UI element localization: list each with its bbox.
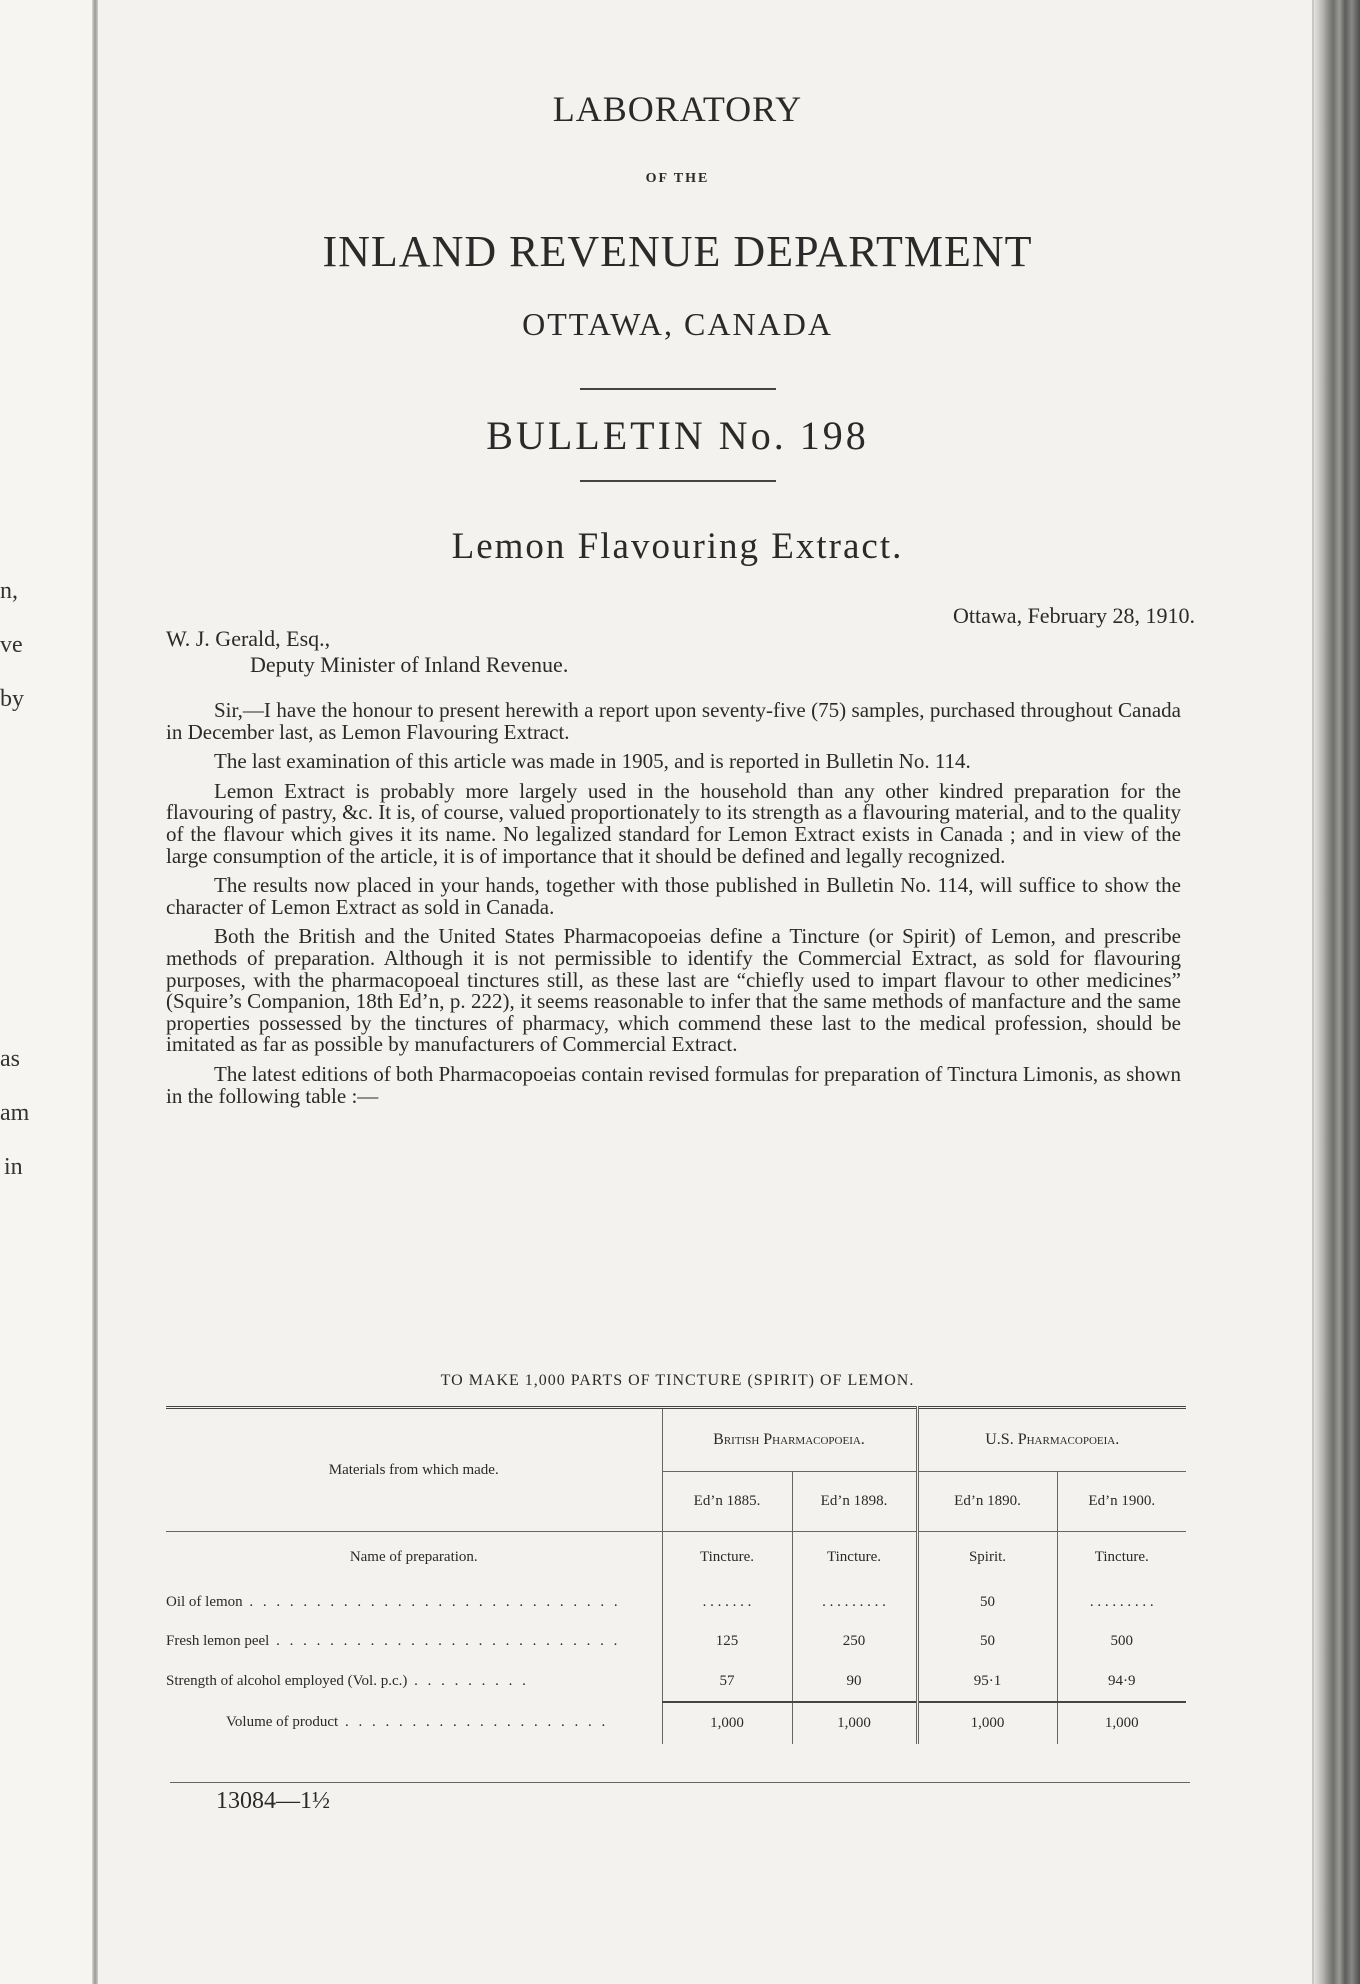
table-cell: 1,000 xyxy=(1057,1702,1186,1744)
printer-signature: 13084—1½ xyxy=(216,1788,330,1814)
facing-page-fragment: as xyxy=(0,1046,20,1072)
row-label: Fresh lemon peel xyxy=(166,1633,270,1649)
table-row xyxy=(166,1532,1186,1584)
table-cell: 50 xyxy=(917,1622,1057,1662)
recipient: W. J. Gerald, Esq., xyxy=(166,626,331,651)
letter-body xyxy=(166,700,1181,1115)
table-cell: 125 xyxy=(662,1622,792,1662)
facing-page-fragment: n, xyxy=(0,578,18,604)
row-label: Oil of lemon xyxy=(166,1594,243,1610)
row-label: Volume of product xyxy=(226,1714,339,1730)
tincture-table xyxy=(166,1406,1186,1744)
recipient-title: Deputy Minister of Inland Revenue. xyxy=(250,652,569,677)
table-cell: 94·9 xyxy=(1057,1662,1186,1702)
divider xyxy=(580,388,776,390)
bulletin-number: BULLETIN No. 198 xyxy=(486,413,869,458)
table-cell: . . . . . . . . . xyxy=(792,1584,917,1622)
edition-header: Ed’n 1885. xyxy=(662,1472,792,1532)
paragraph: The latest editions of both Pharmacopoeias contain revised formulas for preparation of Tinctura Limonis, as shown in the following table :— xyxy=(166,1061,1181,1108)
table-cell: 500 xyxy=(1057,1622,1186,1662)
heading-department: INLAND REVENUE DEPARTMENT xyxy=(322,227,1033,276)
divider xyxy=(580,480,776,482)
table-caption: TO MAKE 1,000 PARTS OF TINCTURE (SPIRIT) OF LEMON. xyxy=(440,1372,915,1389)
paragraph: Sir,—I have the honour to present herewith a report upon seventy-five (75) samples, purchased throughout Canada in December last, as Lemon Flavouring Extract. xyxy=(166,698,1181,744)
table-row: Fresh lemon peel . . . . . . . . . . . . . . . . . . . . . . . . . . 125 250 50 500 xyxy=(166,1622,1186,1662)
facing-page-strip xyxy=(0,0,92,1984)
dateline: Ottawa, February 28, 1910. xyxy=(953,603,1195,628)
us-pharmacopoeia-header: U.S. Pharmacopoeia. xyxy=(917,1408,1186,1472)
heading-city: OTTAWA, CANADA xyxy=(522,306,833,342)
edition-header: Ed’n 1890. xyxy=(917,1472,1057,1532)
book-gutter xyxy=(92,0,98,1984)
table-cell: 250 xyxy=(792,1622,917,1662)
table-cell: 57 xyxy=(662,1662,792,1702)
table-bottom-rule xyxy=(170,1782,1190,1783)
table-cell: 50 xyxy=(917,1584,1057,1622)
table-row xyxy=(166,1408,1186,1472)
paragraph: Lemon Extract is probably more largely used in the household than any other kindred preparation for the flavouring of pastry, &c. It is, of course, valued proportionately to its strength as a flavouring material, and to the quality of the flavour which gives it its name. No legalized standard for Lemon Extract exists in Canada ; and in view of the large consumption of the article, it is of importance that it should be defined and legally recognized. xyxy=(166,778,1181,868)
table-cell: 90 xyxy=(792,1662,917,1702)
table-cell: 1,000 xyxy=(917,1702,1057,1744)
edition-header: Ed’n 1898. xyxy=(792,1472,917,1532)
preparation-cell: Tincture. xyxy=(1057,1532,1186,1584)
edition-header: Ed’n 1900. xyxy=(1057,1472,1186,1532)
table-cell: . . . . . . . xyxy=(662,1584,792,1622)
facing-page-fragment: am xyxy=(0,1100,30,1126)
paragraph: The last examination of this article was made in 1905, and is reported in Bulletin No. 114. xyxy=(214,749,971,774)
row-label: Strength of alcohol employed (Vol. p.c.) xyxy=(166,1673,408,1689)
table-row: Strength of alcohol employed (Vol. p.c.) . . . . . . . . . 57 90 95·1 94·9 xyxy=(166,1662,1186,1702)
table-cell: 1,000 xyxy=(792,1702,917,1744)
preparation-label: Name of preparation. xyxy=(349,1549,478,1566)
heading-laboratory: LABORATORY xyxy=(552,89,803,129)
british-pharmacopoeia-header: British Pharmacopoeia. xyxy=(662,1408,917,1472)
facing-page-fragment: ve xyxy=(0,632,23,658)
table-cell: 95·1 xyxy=(917,1662,1057,1702)
heading-of-the: OF THE xyxy=(645,171,710,186)
preparation-cell: Tincture. xyxy=(792,1532,917,1584)
page-stack-edge xyxy=(1314,0,1360,1984)
table-cell: 1,000 xyxy=(662,1702,792,1744)
paragraph: Both the British and the United States Pharmacopoeias define a Tincture (or Spirit) of Lemon, and prescribe methods of preparation. Although it is not permissible to identify the Commercial Extract, as sold for flavouring purposes, with the pharmacopoeal tinctures still, as these last are “chiefly used to impart flavour to other medicines” (Squire’s Companion, 18th Ed’n, p. 222), it seems reasonable to infer that the same methods of manfacture and the same properties possessed by the tinctures of pharmacy, which commend these last to the medical profession, should be imitated as far as possible by manufacturers of Commercial Extract. xyxy=(166,924,1181,1057)
facing-page-fragment: by xyxy=(0,686,24,712)
document-title: Lemon Flavouring Extract. xyxy=(451,526,904,567)
materials-header: Materials from which made. xyxy=(328,1461,499,1478)
table-cell: . . . . . . . . . xyxy=(1057,1584,1186,1622)
paragraph: The results now placed in your hands, together with those published in Bulletin No. 114, will suffice to show the character of Lemon Extract as sold in Canada. xyxy=(166,873,1181,919)
facing-page-fragment: in xyxy=(4,1154,23,1180)
preparation-cell: Tincture. xyxy=(662,1532,792,1584)
preparation-cell: Spirit. xyxy=(917,1532,1057,1584)
table-row: Oil of lemon . . . . . . . . . . . . . . . . . . . . . . . . . . . . . . . . . . . . . . . . . . . . 50 . . . . . . . . . xyxy=(166,1584,1186,1622)
document-page xyxy=(160,0,1195,1984)
table-row: Volume of product . . . . . . . . . . . . . . . . . . . . 1,000 1,000 1,000 1,000 xyxy=(166,1702,1186,1744)
